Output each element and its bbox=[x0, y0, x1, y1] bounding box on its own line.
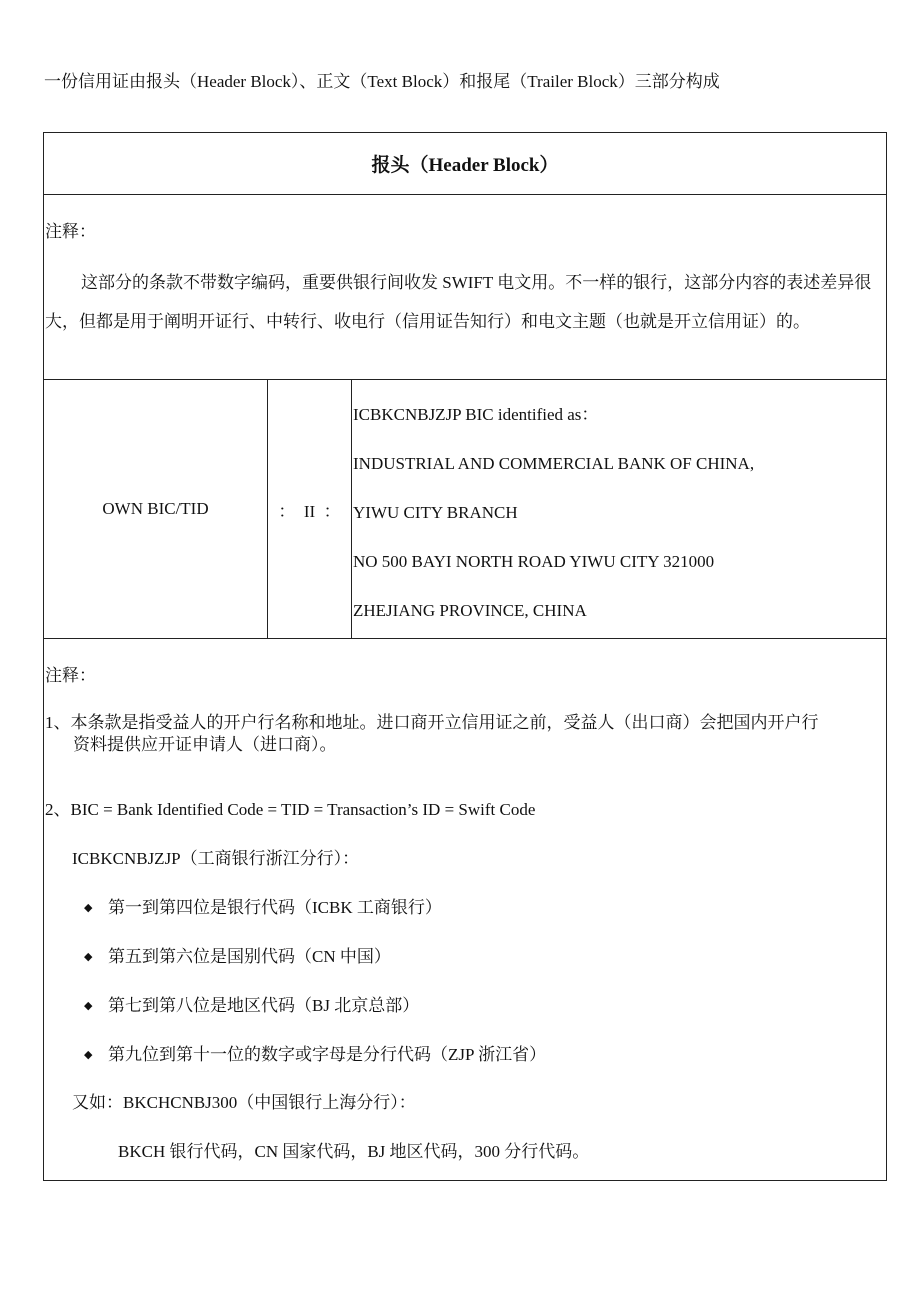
diamond-bullet-icon: ◆ bbox=[84, 951, 93, 963]
note-label: 注释： bbox=[45, 222, 96, 241]
diamond-bullet-icon: ◆ bbox=[84, 1049, 93, 1061]
bic-field-separator: ： II ： bbox=[268, 380, 352, 638]
list-item bbox=[84, 897, 546, 946]
diamond-bullet-icon: ◆ bbox=[84, 902, 93, 914]
header-block-table bbox=[43, 132, 887, 1181]
bic-value-line: YIWU CITY BRANCH bbox=[353, 503, 518, 522]
list-item-text: 第一到第四位是银行代码（ICBK 工商银行） bbox=[108, 898, 442, 917]
code-breakdown-list bbox=[84, 897, 546, 1093]
note-section-2 bbox=[44, 639, 886, 1180]
bic-value-line: ZHEJIANG PROVINCE, CHINA bbox=[353, 601, 587, 620]
bic-value-line: ICBKCNBJZJP BIC identified as： bbox=[353, 405, 599, 424]
bic-field-value bbox=[352, 380, 886, 638]
note-item-2: 2、BIC = Bank Identified Code = TID = Transaction’s ID = Swift Code bbox=[45, 800, 536, 819]
note-item-1-line: 1、本条款是指受益人的开户行名称和地址。进口商开立信用证之前，受益人（出口商）会把国内开户行 bbox=[45, 713, 819, 732]
list-item bbox=[84, 946, 546, 995]
intro-text: 一份信用证由报头（Header Block）、正文（Text Block）和报尾（Trailer Block）三部分构成 bbox=[44, 72, 720, 91]
diamond-bullet-icon: ◆ bbox=[84, 1000, 93, 1012]
list-item bbox=[84, 995, 546, 1044]
note-item-1 bbox=[45, 712, 885, 756]
bic-field-label: OWN BIC/TID bbox=[44, 380, 268, 638]
list-item-text: 第五到第六位是国别代码（CN 中国） bbox=[108, 947, 391, 966]
header-block-title: 报头（Header Block） bbox=[44, 133, 886, 195]
list-item-text: 第七到第八位是地区代码（BJ 北京总部） bbox=[108, 996, 420, 1015]
bic-value-line: INDUSTRIAL AND COMMERCIAL BANK OF CHINA, bbox=[353, 454, 755, 473]
example-title: ICBKCNBJZJP（工商银行浙江分行）： bbox=[72, 849, 360, 868]
list-item bbox=[84, 1044, 546, 1093]
list-item-text: 第九位到第十一位的数字或字母是分行代码（ZJP 浙江省） bbox=[108, 1045, 547, 1064]
bic-value-line: NO 500 BAYI NORTH ROAD YIWU CITY 321000 bbox=[353, 552, 715, 571]
example-2-body: BKCH 银行代码，CN 国家代码，BJ 地区代码，300 分行代码。 bbox=[118, 1142, 590, 1161]
note-body: 这部分的条款不带数字编码，重要供银行间收发 SWIFT 电文用。不一样的银行，这部分内容的表述差异很大，但都是用于阐明开证行、中转行、收电行（信用证告知行）和电文主题（也就是开立信用证）的。 bbox=[45, 273, 872, 331]
note-label: 注释： bbox=[45, 666, 96, 685]
note-item-1-line: 资料提供应开证申请人（进口商）。 bbox=[73, 735, 337, 754]
example-2-title: 又如：BKCHCNBJ300（中国银行上海分行）： bbox=[72, 1093, 416, 1112]
note-section-1 bbox=[44, 195, 886, 380]
own-bic-row bbox=[44, 380, 886, 639]
